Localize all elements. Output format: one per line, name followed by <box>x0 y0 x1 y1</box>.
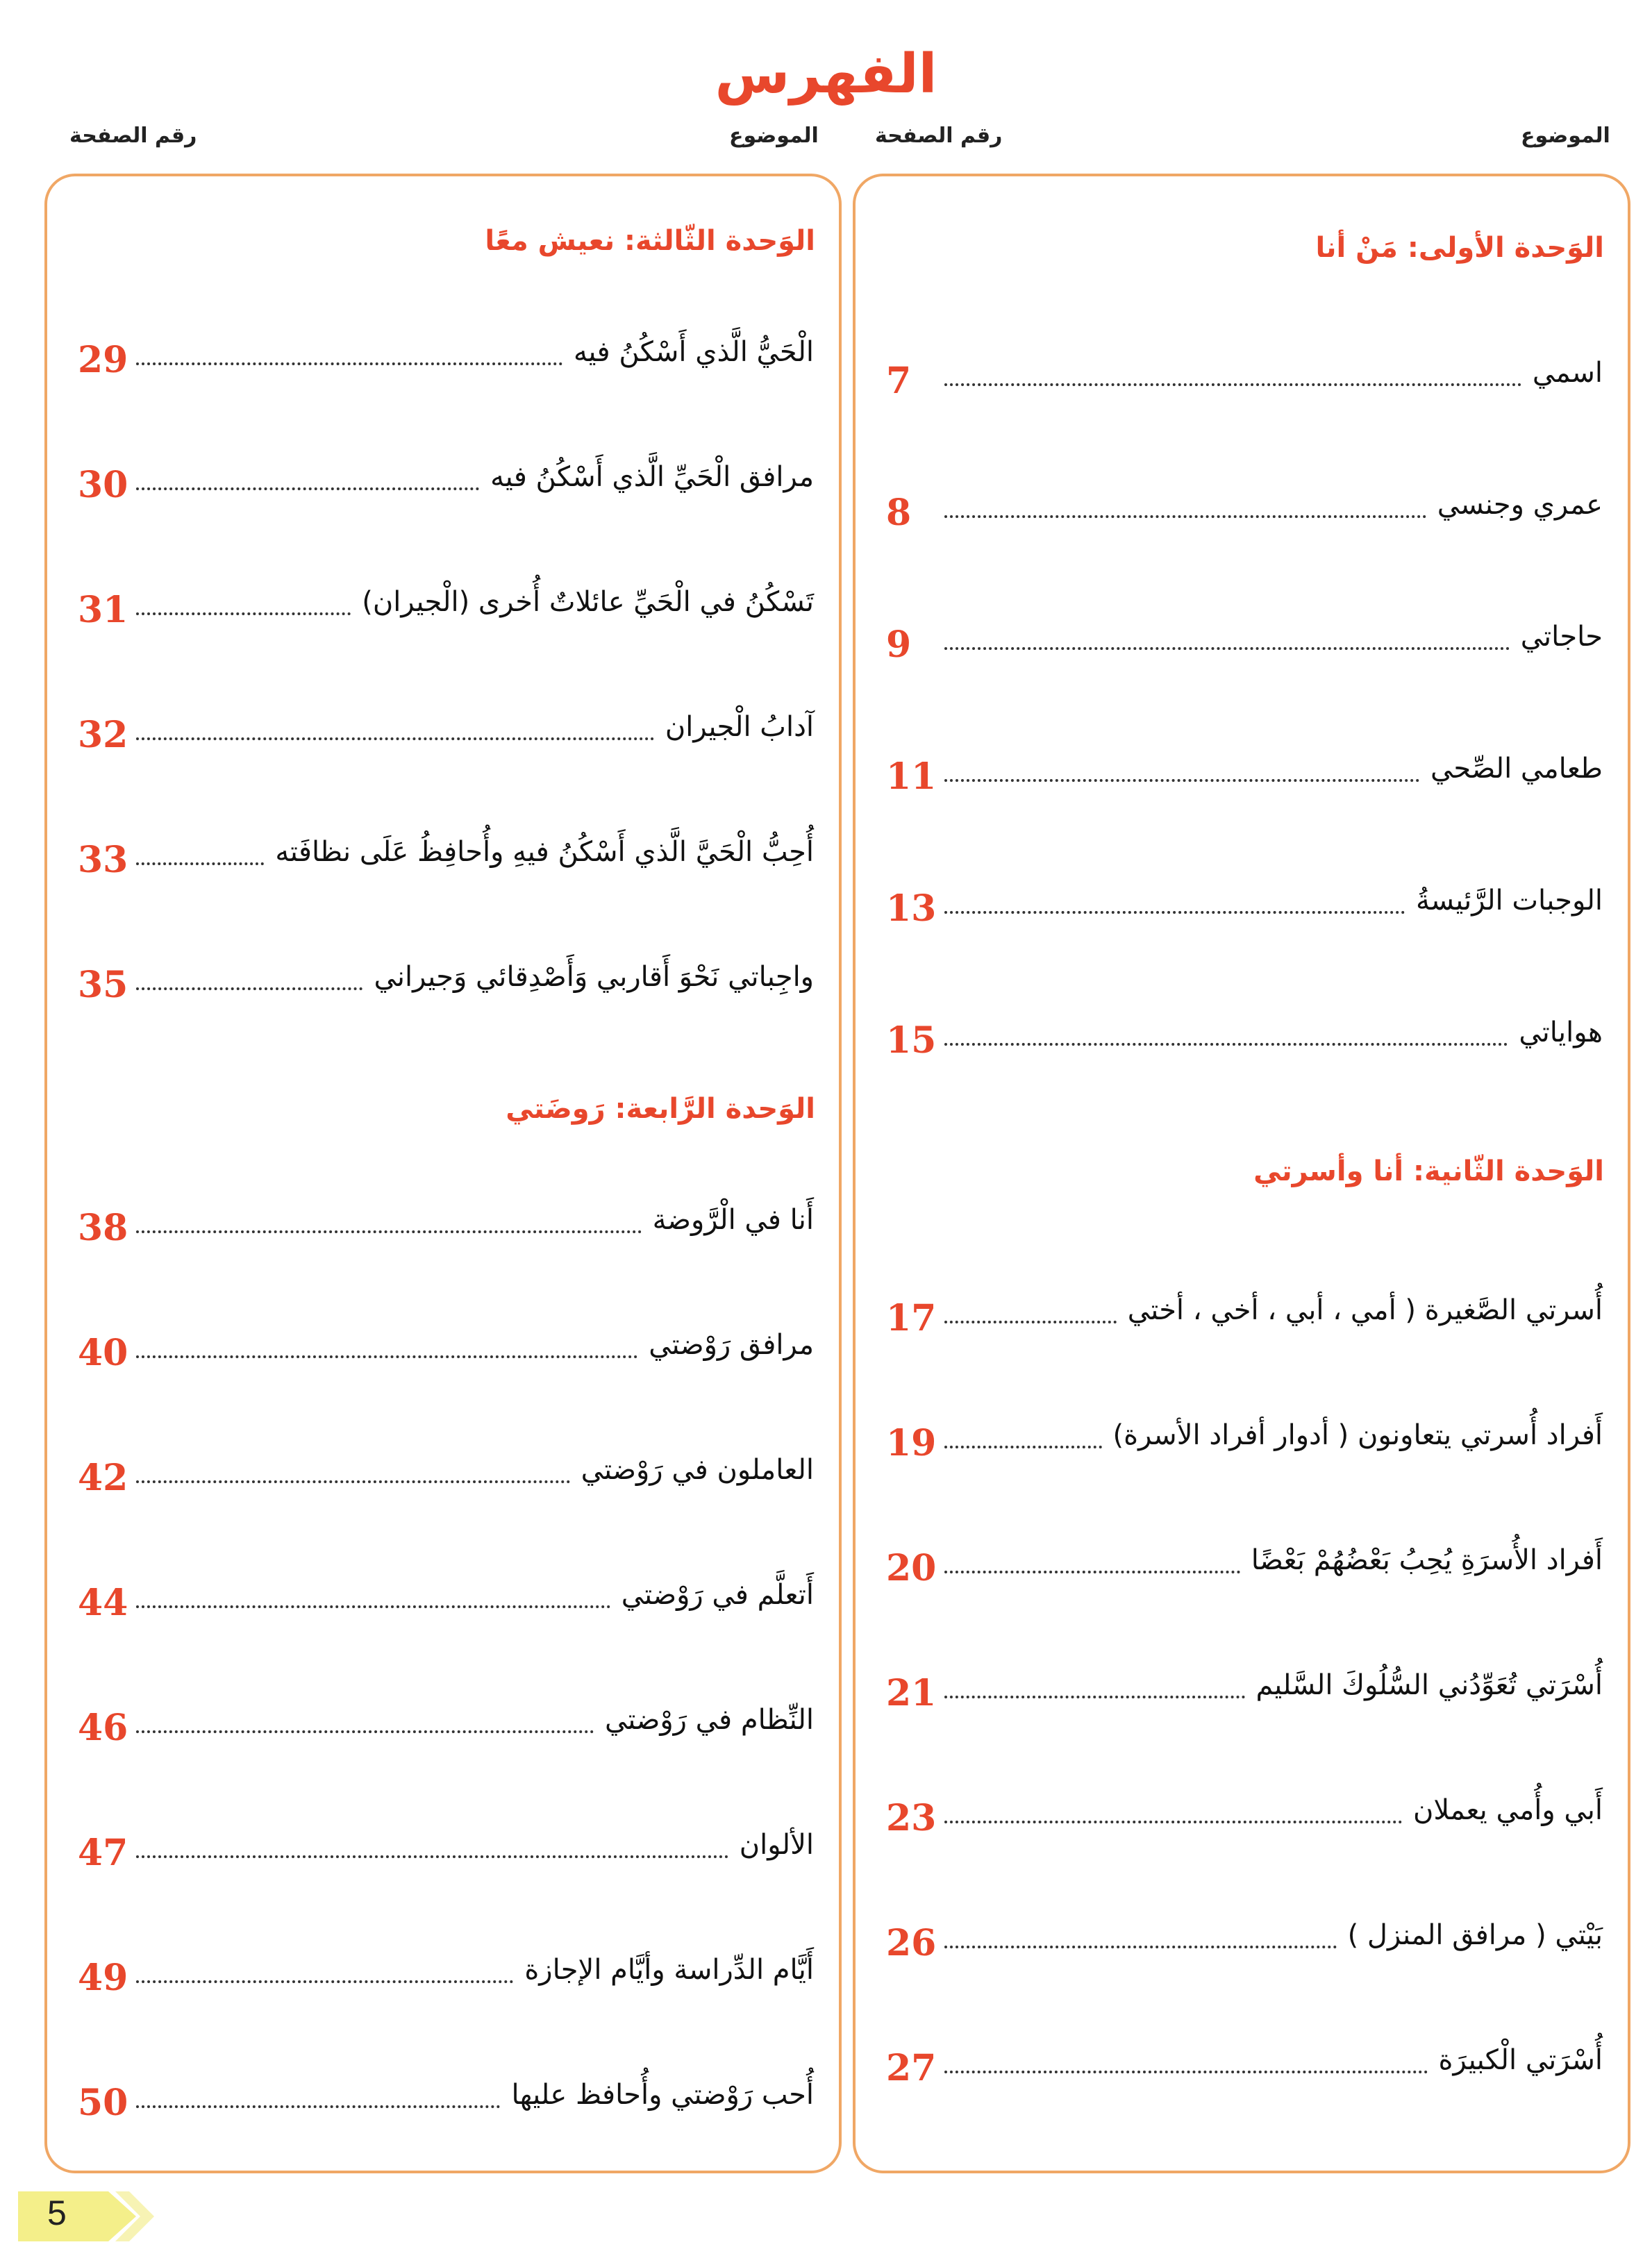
dot-leader <box>944 1689 1245 1698</box>
toc-entry[interactable] <box>78 1579 814 1641</box>
toc-entry[interactable] <box>78 1454 814 1516</box>
dot-leader <box>136 1723 594 1733</box>
toc-entry[interactable] <box>78 2079 814 2141</box>
dot-leader <box>136 1848 728 1858</box>
dot-leader <box>944 640 1510 650</box>
dot-leader <box>944 376 1521 386</box>
entry-page-number: 40 <box>78 1332 128 1374</box>
toc-entry[interactable] <box>886 1419 1603 1482</box>
dot-leader <box>136 980 362 990</box>
entry-topic: العاملون في رَوْضتي <box>581 1454 814 1486</box>
entry-page-number: 31 <box>78 589 128 631</box>
entry-topic: مرافق الْحَيِّ الَّذي أَسْكُنُ فيه <box>490 461 814 493</box>
entry-page-number: 35 <box>78 964 128 1006</box>
dot-leader <box>944 904 1405 914</box>
dot-leader <box>944 1314 1117 1323</box>
entry-page-number: 33 <box>78 839 128 881</box>
toc-entry[interactable] <box>78 336 814 399</box>
dot-leader <box>136 1973 513 1983</box>
dot-leader <box>944 2064 1428 2073</box>
entry-topic: الْحَيُّ الَّذي أَسْكُنُ فيه <box>573 336 814 368</box>
topic-header-right: الموضوع <box>1521 124 1610 148</box>
entry-page-number: 49 <box>78 1957 128 1999</box>
toc-entry[interactable] <box>886 489 1603 551</box>
toc-panel-left <box>44 174 842 2173</box>
entry-page-number: 32 <box>78 714 128 756</box>
topic-header-left: الموضوع <box>729 124 819 148</box>
dot-leader <box>136 2098 500 2108</box>
page-number-badge <box>18 2191 157 2241</box>
unit-4-title: الوَحدة الرَّابعة: رَوضَتي <box>506 1093 815 1125</box>
entry-topic: النِّظام في رَوْضتي <box>604 1704 814 1736</box>
entry-topic: أُسرتي الصَّغيرة ( أمي ، أبي ، أخي ، أختي <box>1127 1294 1603 1326</box>
entry-page-number: 38 <box>78 1207 128 1249</box>
entry-page-number: 50 <box>78 2082 128 2124</box>
page-number-header-right: رقم الصفحة <box>875 124 1003 148</box>
toc-entry[interactable] <box>886 753 1603 815</box>
entry-page-number: 42 <box>78 1457 128 1499</box>
dot-leader <box>136 1598 610 1608</box>
toc-entry[interactable] <box>78 1954 814 2016</box>
toc-entry[interactable] <box>78 1829 814 1891</box>
toc-entry[interactable] <box>886 1919 1603 1982</box>
dot-leader <box>136 1223 642 1233</box>
unit-3-title: الوَحدة الثّالثة: نعيش معًا <box>485 225 815 257</box>
page-title: الفهرس <box>715 43 937 106</box>
unit-2-title: الوَحدة الثّانية: أنا وأسرتي <box>1253 1155 1604 1187</box>
entry-page-number: 7 <box>886 360 912 402</box>
entry-topic: حاجاتي <box>1520 621 1603 653</box>
dot-leader <box>136 1348 637 1358</box>
entry-page-number: 46 <box>78 1707 128 1749</box>
entry-topic: أَفراد أُسرتي يتعاونون ( أدوار أفراد الأسرة) <box>1112 1419 1603 1451</box>
dot-leader <box>136 1473 570 1483</box>
toc-entry[interactable] <box>886 1017 1603 1079</box>
dot-leader <box>136 855 264 865</box>
dot-leader <box>944 1036 1508 1046</box>
entry-page-number: 13 <box>886 887 937 930</box>
entry-topic: أُحِبُّ الْحَيَّ الَّذي أَسْكُنُ فيهِ وأُحافِظُ عَلَى نظافَته <box>275 836 814 868</box>
entry-page-number: 17 <box>886 1297 937 1339</box>
entry-topic: أَنا في الْرَّوضة <box>652 1204 814 1236</box>
dot-leader <box>136 480 479 490</box>
dot-leader <box>944 1939 1337 1948</box>
entry-topic: أَيَّام الدِّراسة وأيَّام الإجازة <box>524 1954 814 1986</box>
dot-leader <box>944 1564 1240 1573</box>
toc-panel-right <box>853 174 1630 2173</box>
entry-page-number: 29 <box>78 339 128 381</box>
entry-page-number: 47 <box>78 1832 128 1874</box>
toc-entry[interactable] <box>886 621 1603 683</box>
dot-leader <box>136 730 654 740</box>
entry-topic: الوجبات الرَّئيسةُ <box>1415 885 1603 917</box>
toc-entry[interactable] <box>78 461 814 524</box>
entry-topic: أَبي وأُمي يعملان <box>1412 1794 1603 1826</box>
toc-entry[interactable] <box>78 1329 814 1391</box>
dot-leader <box>944 1439 1102 1448</box>
entry-topic: أُسْرَتي الْكبيرَة <box>1438 2044 1603 2076</box>
page-number: 5 <box>47 2193 67 2232</box>
entry-topic: مرافق رَوْضتي <box>649 1329 814 1361</box>
entry-page-number: 9 <box>886 624 912 666</box>
toc-entry[interactable] <box>886 1544 1603 1607</box>
toc-entry[interactable] <box>886 357 1603 419</box>
unit-1-title: الوَحدة الأولى: مَنْ أنا <box>1315 232 1604 264</box>
entry-topic: أَفراد الأُسرَةِ يُحِبُ بَعْضُهُمْ بَعْضًا <box>1251 1544 1603 1576</box>
entry-page-number: 15 <box>886 1019 937 1062</box>
toc-entry[interactable] <box>78 961 814 1023</box>
entry-topic: آدابُ الْجيران <box>665 711 814 743</box>
entry-page-number: 8 <box>886 492 912 534</box>
entry-topic: أُحب رَوْضتي وأُحافظ عليها <box>511 2079 814 2111</box>
entry-page-number: 44 <box>78 1582 128 1624</box>
toc-entry[interactable] <box>886 1669 1603 1732</box>
entry-page-number: 23 <box>886 1797 937 1839</box>
entry-topic: أُسْرَتي تُعَوِّدُني السُّلُوكَ السَّليم <box>1255 1669 1603 1701</box>
entry-page-number: 30 <box>78 464 128 506</box>
toc-entry[interactable] <box>886 885 1603 947</box>
entry-topic: واجِباتي نَحْوَ أَقاربي وَأَصْدِقائي وَجيراني <box>374 961 814 993</box>
entry-page-number: 11 <box>886 755 937 798</box>
entry-page-number: 26 <box>886 1922 937 1964</box>
entry-topic: هواياتي <box>1519 1017 1603 1048</box>
dot-leader <box>136 356 562 365</box>
dot-leader <box>944 772 1419 782</box>
entry-topic: عمري وجنسي <box>1437 489 1603 521</box>
toc-entry[interactable] <box>78 1204 814 1267</box>
dot-leader <box>944 1814 1402 1823</box>
toc-entry[interactable] <box>78 711 814 774</box>
entry-topic: تَسْكُنُ في الْحَيِّ عائلاتٌ أُخرى (الْجيران) <box>362 586 814 618</box>
toc-entry[interactable] <box>78 1704 814 1766</box>
entry-topic: طعامي الصِّحي <box>1430 753 1603 785</box>
entry-page-number: 21 <box>886 1672 937 1714</box>
entry-page-number: 27 <box>886 2047 937 2089</box>
entry-topic: أَتعلَّم في رَوْضتي <box>621 1579 814 1611</box>
toc-entry[interactable] <box>886 1294 1603 1357</box>
entry-topic: الألوان <box>739 1829 814 1861</box>
toc-entry[interactable] <box>886 2044 1603 2107</box>
entry-topic: بَيْتي ( مرافق المنزل ) <box>1347 1919 1603 1951</box>
toc-entry[interactable] <box>886 1794 1603 1857</box>
badge-chevron-icon <box>18 2191 157 2241</box>
entry-page-number: 19 <box>886 1422 937 1464</box>
page-number-header-left: رقم الصفحة <box>69 124 197 148</box>
dot-leader <box>136 605 351 615</box>
entry-topic: اسمي <box>1532 357 1603 389</box>
toc-entry[interactable] <box>78 586 814 649</box>
dot-leader <box>944 508 1426 518</box>
toc-entry[interactable] <box>78 836 814 899</box>
entry-page-number: 20 <box>886 1547 937 1589</box>
